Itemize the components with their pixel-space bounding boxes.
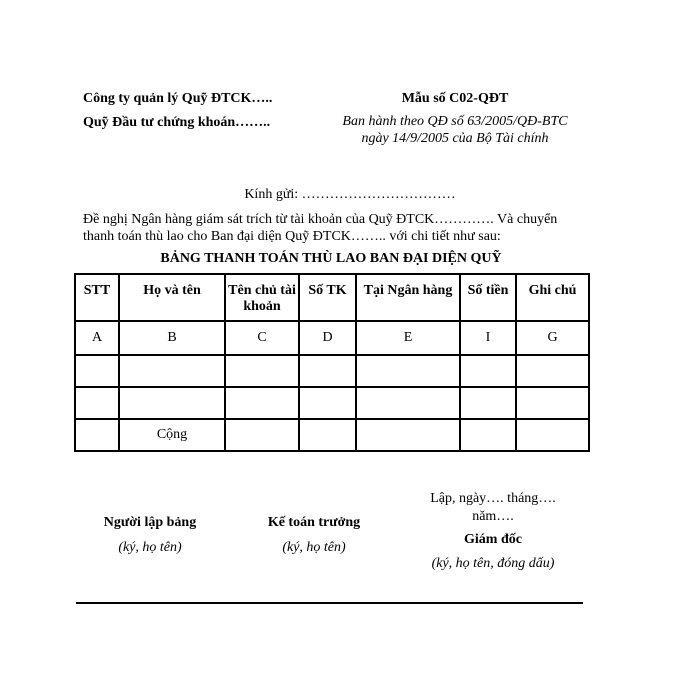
table-cell [460, 355, 516, 387]
column-code: E [356, 321, 460, 355]
preparer-note: (ký, họ tên) [118, 540, 182, 555]
table-cell [75, 355, 119, 387]
director-note: (ký, họ tên, đóng dấu) [431, 556, 555, 571]
table-title: BẢNG THANH TOÁN THÙ LAO BAN ĐẠI DIỆN QUỸ [160, 251, 502, 266]
table-cell [119, 387, 225, 419]
salutation: Kính gửi: …………………………… [244, 187, 456, 202]
table-cell [356, 419, 460, 451]
col-header-account-owner: Tên chủ tài khoản [225, 274, 299, 321]
request-line-2: thanh toán thù lao cho Ban đại diện Quỹ ĐTCK…….. với chi tiết như sau: [83, 229, 501, 244]
table-cell [299, 419, 356, 451]
column-code: B [119, 321, 225, 355]
table-header-row [75, 274, 589, 321]
table-cell [225, 419, 299, 451]
preparer-title: Người lập bảng [103, 515, 197, 530]
col-header-name: Họ và tên [119, 274, 225, 321]
table-cell [299, 387, 356, 419]
table-cell [299, 355, 356, 387]
table-cell [225, 355, 299, 387]
total-row [75, 419, 589, 451]
table-cell [356, 387, 460, 419]
table-cell [516, 355, 589, 387]
issued-by-line: Ban hành theo QĐ số 63/2005/QĐ-BTC [342, 114, 568, 129]
table-cell [75, 387, 119, 419]
bottom-divider [76, 602, 583, 604]
accountant-title: Kế toán trưởng [267, 515, 361, 530]
table-cell [225, 387, 299, 419]
column-code-row [75, 321, 589, 355]
form-code: Mẫu số C02-QĐT [401, 91, 509, 106]
date-line-2: năm…. [472, 509, 514, 524]
request-line-1: Đề nghị Ngân hàng giám sát trích từ tài khoản của Quỹ ĐTCK…………. Và chuyển [83, 212, 558, 227]
fund-name: Quỹ Đầu tư chứng khoán…….. [83, 115, 271, 130]
table-cell [516, 387, 589, 419]
col-header-amount: Số tiền [460, 274, 516, 321]
column-code: I [460, 321, 516, 355]
table-row [75, 387, 589, 419]
col-header-stt: STT [75, 274, 119, 321]
accountant-note: (ký, họ tên) [282, 540, 346, 555]
director-title: Giám đốc [464, 532, 522, 547]
column-code: G [516, 321, 589, 355]
col-header-account-number: Số TK [299, 274, 356, 321]
table-cell [75, 419, 119, 451]
column-code: A [75, 321, 119, 355]
table-cell [119, 355, 225, 387]
table-cell [460, 387, 516, 419]
date-line-1: Lập, ngày…. tháng…. [430, 491, 556, 506]
table-row [75, 355, 589, 387]
column-code: C [225, 321, 299, 355]
column-code: D [299, 321, 356, 355]
table-cell [356, 355, 460, 387]
payment-table [74, 273, 590, 452]
col-header-bank: Tại Ngân hàng [356, 274, 460, 321]
table-cell [460, 419, 516, 451]
table-cell [516, 419, 589, 451]
company-name: Công ty quản lý Quỹ ĐTCK….. [83, 91, 273, 106]
total-label: Cộng [119, 419, 225, 451]
col-header-note: Ghi chú [516, 274, 589, 321]
issued-date-line: ngày 14/9/2005 của Bộ Tài chính [361, 131, 549, 146]
